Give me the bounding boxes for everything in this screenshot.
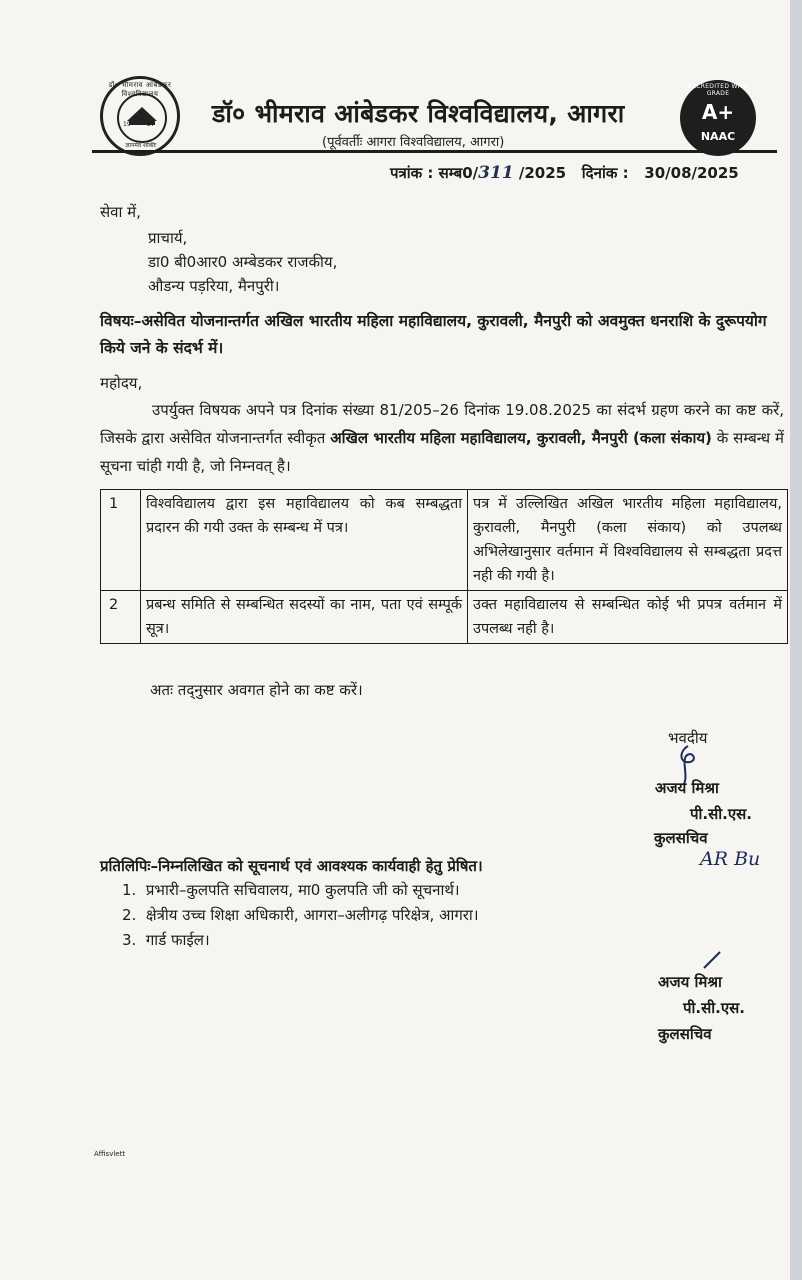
seal-motto: ज्ञानमेव शक्तिः bbox=[125, 142, 157, 149]
row-number: 2 bbox=[101, 591, 141, 644]
copy-item-text: गार्ड फाईल। bbox=[145, 931, 210, 949]
naac-label: NAAC bbox=[700, 130, 736, 143]
addressee-line-2: डा0 बी0आर0 अम्बेडकर राजकीय, bbox=[148, 253, 338, 271]
body-text-1: उपर्युक्त विषयक अपने पत्र दिनांक संख्या 81/205–26 दिनांक 19.08.2025 का संदर्भ ग्रहण करने का कष्ट करें, जिसके द्वारा असेवित योजनान्तर्गत स्वीकृत bbox=[100, 401, 784, 447]
table-row bbox=[101, 490, 788, 591]
yours-faithfully: भवदीय bbox=[668, 729, 708, 747]
signatory-2-name: अजय मिश्रा bbox=[658, 973, 722, 991]
copy-to-heading: प्रतिलिपिः–निम्नलिखित को सूचनार्थ एवं आवश्यक कार्यवाही हेतु प्रेषित। bbox=[100, 857, 483, 875]
copy-item-3 bbox=[122, 930, 210, 950]
footer-note: Affisvlett bbox=[94, 1150, 126, 1158]
seal-emblem bbox=[117, 93, 167, 143]
naac-ring-text: ACCREDITED WITH GRADE bbox=[687, 83, 749, 97]
body-college-name: अखिल भारतीय महिला महाविद्यालय, कुरावली, मैनपुरी (कला संकाय) bbox=[330, 429, 712, 447]
seal-text-top: डॉ० भीमराव आंबेडकर विश्वविद्यालय bbox=[108, 81, 172, 98]
subject-line: विषयः–असेवित योजनान्तर्गत अखिल भारतीय महिला महाविद्यालय, कुरावली, मैनपुरी को अवमुक्त धनराशि के दुरूपयोग किये जने के संदर्भ में। bbox=[100, 312, 767, 357]
university-seal bbox=[100, 76, 180, 156]
seal-year-right: 27 bbox=[147, 121, 155, 128]
closing-line: अतः तद्नुसार अवगत होने का कष्ट करें। bbox=[150, 681, 363, 699]
body-text-2: के सम्बन्ध में सूचना चांही गयी है, जो निम्नवत् है। bbox=[100, 429, 784, 475]
former-name: (पूर्ववर्तीः आगरा विश्वविद्यालय, आगरा) bbox=[322, 135, 505, 150]
naac-badge bbox=[680, 80, 756, 156]
copy-item-index: 2. bbox=[122, 906, 137, 924]
signatory-2-service: पी.सी.एस. bbox=[683, 999, 745, 1017]
row-question: विश्वविद्यालय द्वारा इस महाविद्यालय को कब सम्बद्धता प्रदारन की गयी उक्त के सम्बन्ध में पत्र। bbox=[141, 490, 468, 591]
signatory-name: अजय मिश्रा bbox=[655, 779, 719, 797]
letter-date: 30/08/2025 bbox=[644, 164, 739, 182]
row-question: प्रबन्ध समिति से सम्बन्धित सदस्यों का नाम, पता एवं सम्पूर्क सूत्र। bbox=[141, 591, 468, 644]
copy-item-index: 1. bbox=[122, 881, 137, 899]
row-answer: उक्त महाविद्यालय से सम्बन्धित कोई भी प्रपत्र वर्तमान में उपलब्ध नही है। bbox=[468, 591, 788, 644]
reference-year: /2025 bbox=[518, 164, 567, 182]
date-label: दिनांक : bbox=[581, 164, 629, 182]
university-name: डॉ० भीमराव आंबेडकर विश्वविद्यालय, आगरा bbox=[212, 99, 625, 128]
signatory-designation: कुलसचिव bbox=[654, 829, 708, 847]
reference-label: पत्रांक : सम्ब0/ bbox=[390, 164, 479, 182]
signature-tick-icon bbox=[700, 948, 724, 972]
table-row bbox=[101, 591, 788, 644]
signatory-2-designation: कुलसचिव bbox=[658, 1025, 712, 1043]
addressee-salutation: सेवा में, bbox=[100, 203, 141, 221]
information-table bbox=[100, 489, 788, 644]
reference-line bbox=[390, 163, 739, 183]
handwritten-initials: AR Bu bbox=[700, 848, 761, 870]
reference-number-handwritten: 311 bbox=[478, 163, 514, 183]
copy-item-1 bbox=[122, 880, 460, 900]
row-answer: पत्र में उल्लिखित अखिल भारतीय महिला महाविद्यालय, कुरावली, मैनपुरी (कला संकाय) को उपलब्ध अभिलेखानुसार वर्तमान में विश्वविद्यालय से सम्बद्धता प्रदत्त नही की गयी है। bbox=[468, 490, 788, 591]
greeting: महोदय, bbox=[100, 374, 143, 392]
copy-item-text: क्षेत्रीय उच्च शिक्षा अधिकारी, आगरा–अलीगढ़ परिक्षेत्र, आगरा। bbox=[145, 906, 479, 924]
seal-year-left: 19 bbox=[123, 121, 131, 128]
page-edge bbox=[790, 0, 802, 1280]
addressee-line-3: औडन्य पड़रिया, मैनपुरी। bbox=[148, 277, 280, 295]
copy-item-index: 3. bbox=[122, 931, 137, 949]
addressee-line-1: प्राचार्य, bbox=[148, 229, 188, 247]
copy-item-2 bbox=[122, 905, 479, 925]
naac-grade: A+ bbox=[701, 100, 735, 124]
book-emblem-icon bbox=[119, 95, 165, 141]
row-number: 1 bbox=[101, 490, 141, 591]
header-divider bbox=[92, 150, 777, 153]
copy-item-text: प्रभारी–कुलपति सचिवालय, मा0 कुलपति जी को सूचनार्थ। bbox=[145, 881, 460, 899]
body-paragraph bbox=[100, 396, 784, 480]
signatory-service: पी.सी.एस. bbox=[690, 805, 752, 823]
